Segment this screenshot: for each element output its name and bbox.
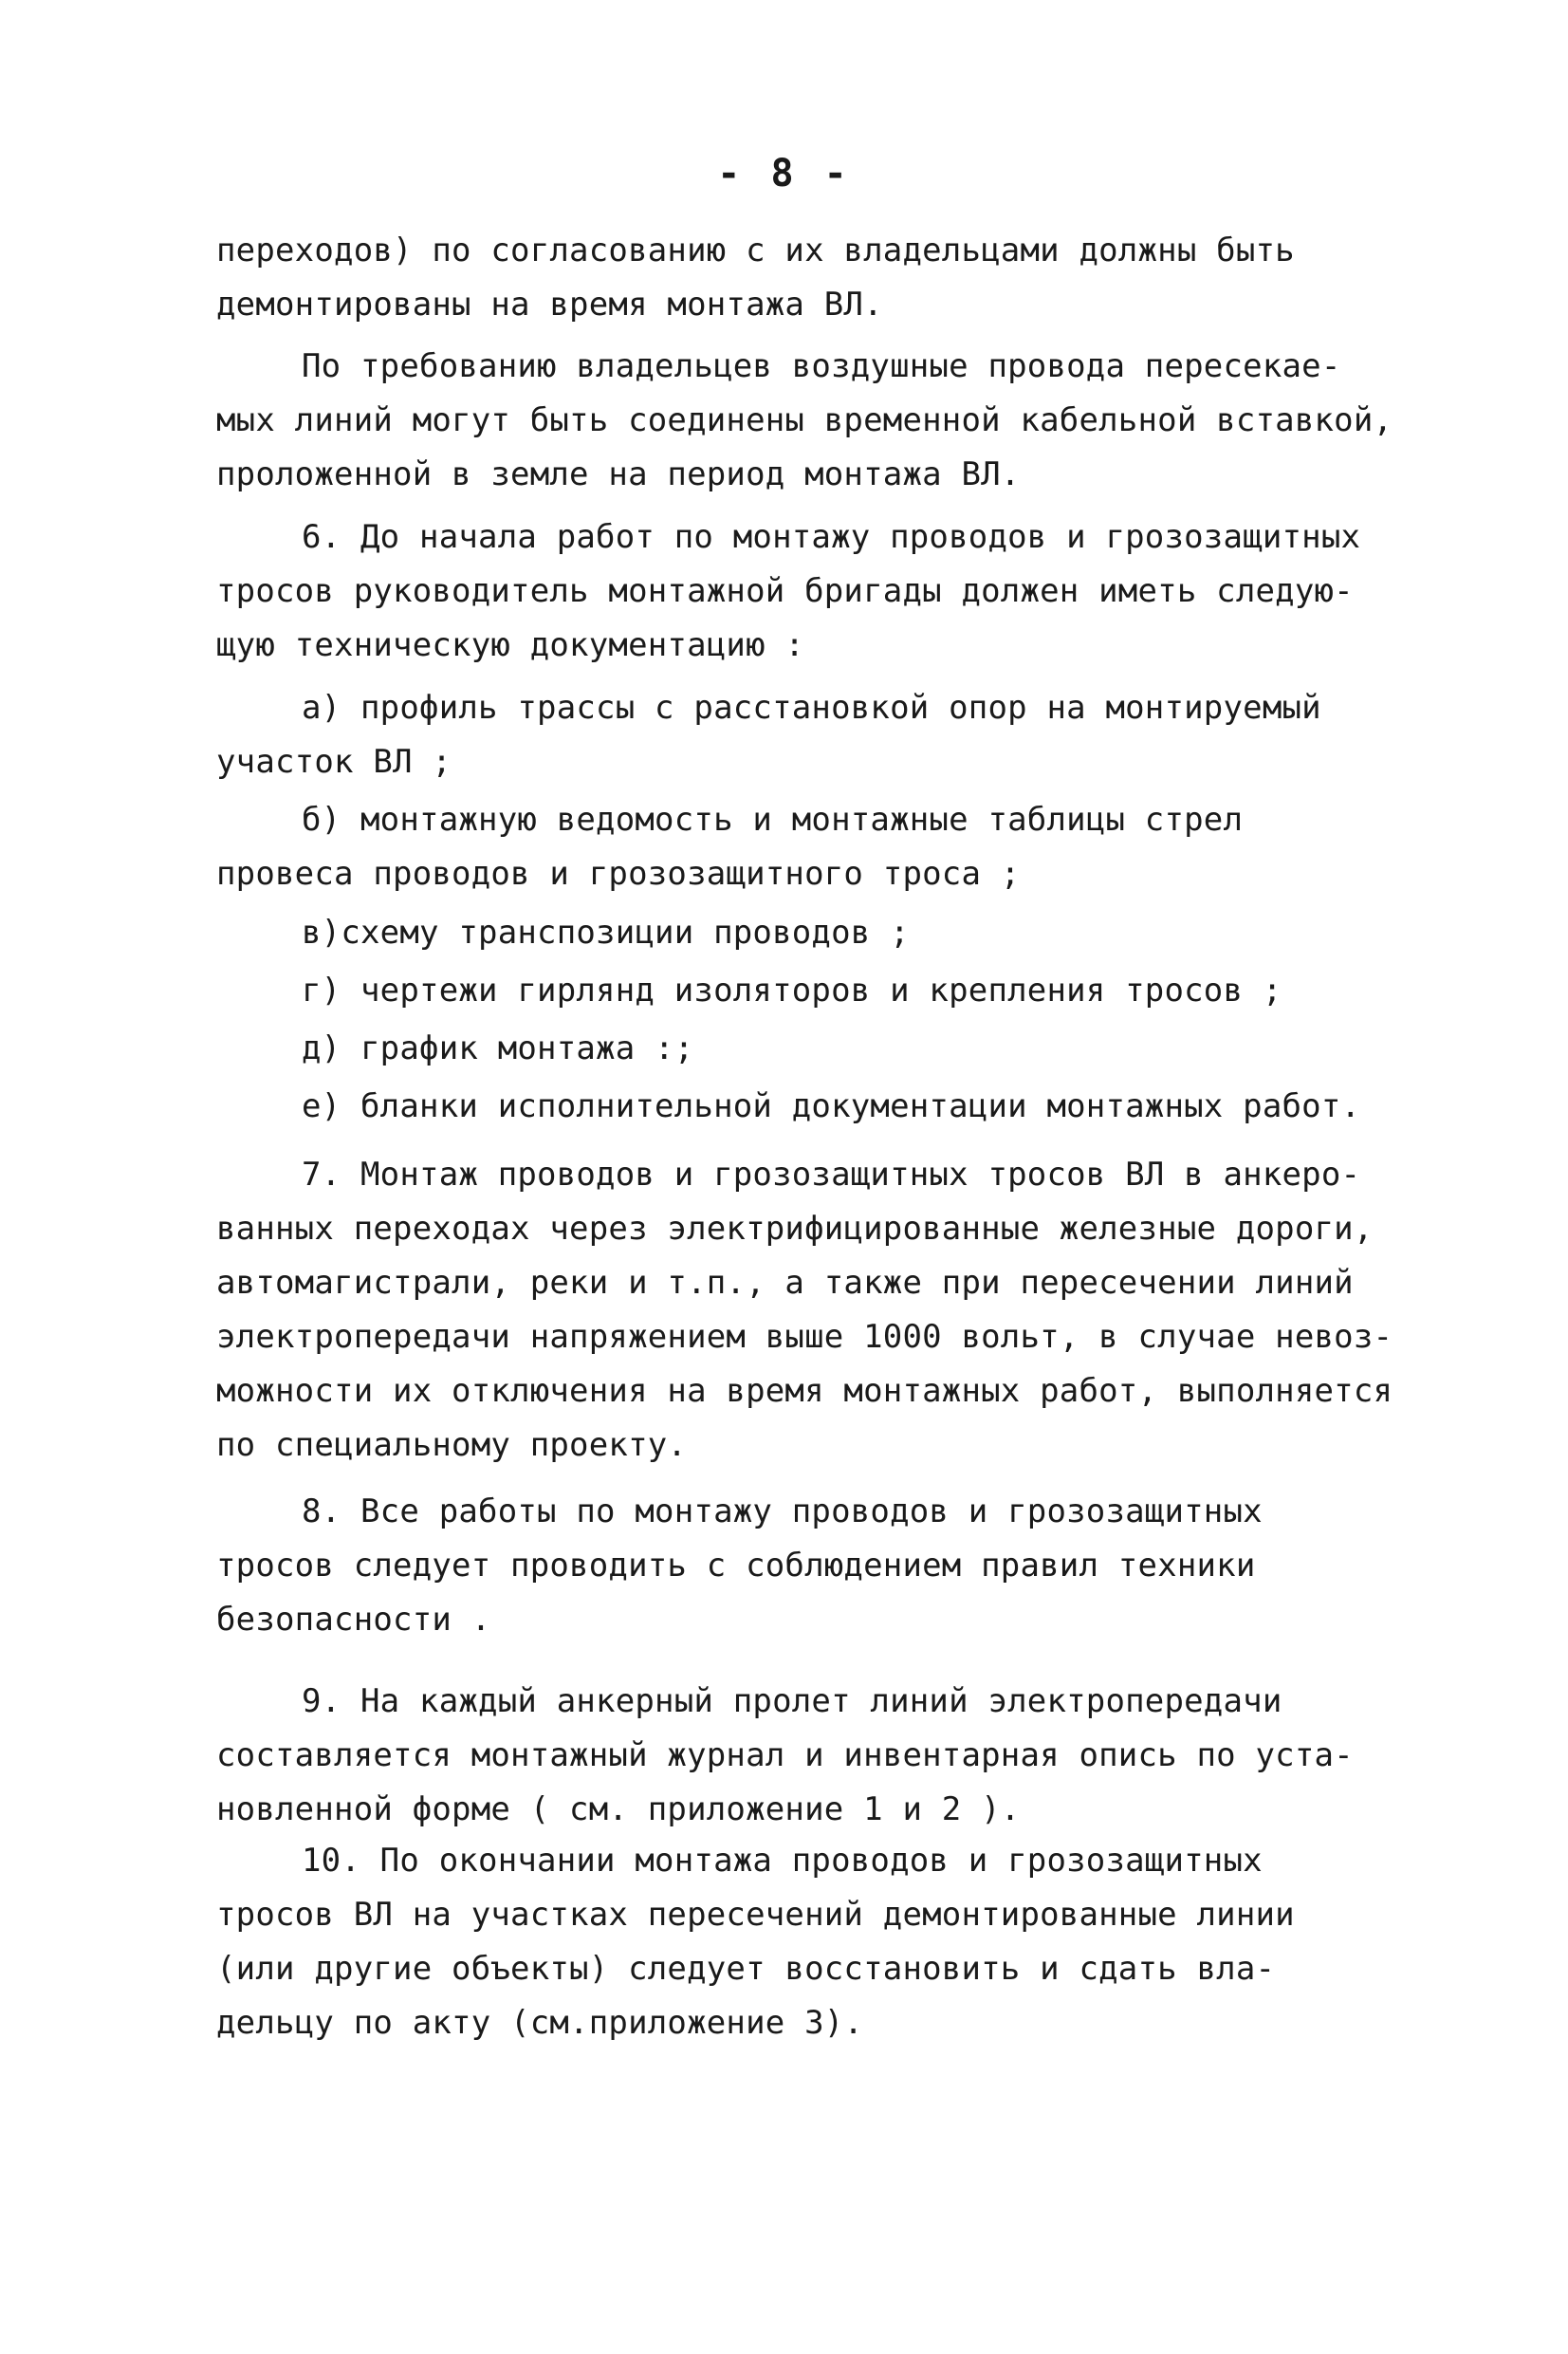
text-line: г) чертежи гирлянд изоляторов и крепления тросов ; <box>302 972 1282 1010</box>
text-line: тросов следует проводить с соблюдением правил техники <box>216 1547 1256 1585</box>
text-line: автомагистрали, реки и т.п., а также при пересечении линий <box>216 1264 1354 1302</box>
item-6-subitem-a <box>216 681 1393 789</box>
text-line: 7. Монтаж проводов и грозозащитных тросов ВЛ в анкеро- <box>302 1156 1361 1194</box>
text-line: тросов руководитель монтажной бригады должен иметь следую- <box>216 572 1354 610</box>
text-line: по специальному проекту. <box>216 1426 688 1464</box>
text-line: переходов) по согласованию с их владельцами должны быть <box>216 232 1295 269</box>
text-line: дельцу по акту (см.приложение 3). <box>216 2004 864 2042</box>
text-line: участок ВЛ ; <box>216 743 452 781</box>
owners-paragraph <box>216 340 1393 502</box>
item-10-paragraph <box>216 1834 1393 2050</box>
text-line: проложенной в земле на период монтажа ВЛ. <box>216 455 1021 493</box>
item-6-paragraph <box>216 510 1393 673</box>
item-6-subitem-d <box>216 1022 1393 1076</box>
text-line: е) бланки исполнительной документации монтажных работ. <box>302 1087 1361 1125</box>
item-6-subitem-b <box>216 793 1393 901</box>
text-line: 10. По окончании монтажа проводов и грозозащитных <box>302 1842 1263 1880</box>
item-8-paragraph <box>216 1485 1393 1647</box>
item-6-subitem-v <box>216 906 1393 960</box>
text-line: составляется монтажный журнал и инвентарная опись по уста- <box>216 1736 1354 1774</box>
text-line: новленной форме ( см. приложение 1 и 2 ). <box>216 1790 1021 1828</box>
text-line: д) график монтажа :; <box>302 1029 694 1067</box>
text-line: ванных переходах через электрифицированные железные дороги, <box>216 1210 1374 1248</box>
text-line: По требованию владельцев воздушные провода пересекае- <box>302 347 1341 385</box>
text-line: б) монтажную ведомость и монтажные таблицы стрел <box>302 801 1244 839</box>
item-6-subitem-g <box>216 964 1393 1018</box>
text-line: 8. Все работы по монтажу проводов и грозозащитных <box>302 1492 1263 1530</box>
text-line: щую техническую документацию : <box>216 626 805 664</box>
text-line: можности их отключения на время монтажных работ, выполняется <box>216 1372 1393 1410</box>
text-line: провеса проводов и грозозащитного троса ; <box>216 855 1021 893</box>
text-line: а) профиль трассы с расстановкой опор на монтируемый <box>302 689 1321 727</box>
item-9-paragraph <box>216 1675 1393 1837</box>
page-number: - 8 - <box>717 152 851 195</box>
text-line: тросов ВЛ на участках пересечений демонтированные линии <box>216 1896 1295 1934</box>
text-line: мых линий могут быть соединены временной кабельной вставкой, <box>216 401 1393 439</box>
text-line: (или другие объекты) следует восстановить и сдать вла- <box>216 1950 1276 1988</box>
text-line: 6. До начала работ по монтажу проводов и грозозащитных <box>302 518 1361 556</box>
text-line: 9. На каждый анкерный пролет линий электропередачи <box>302 1682 1282 1720</box>
item-6-subitem-e <box>216 1080 1393 1134</box>
text-line: электропередачи напряжением выше 1000 вольт, в случае невоз- <box>216 1318 1393 1356</box>
intro-paragraph <box>216 224 1393 332</box>
item-7-paragraph <box>216 1148 1393 1473</box>
text-line: демонтированы на время монтажа ВЛ. <box>216 286 883 324</box>
text-line: в)схему транспозиции проводов ; <box>302 914 910 952</box>
text-line: безопасности . <box>216 1601 491 1639</box>
